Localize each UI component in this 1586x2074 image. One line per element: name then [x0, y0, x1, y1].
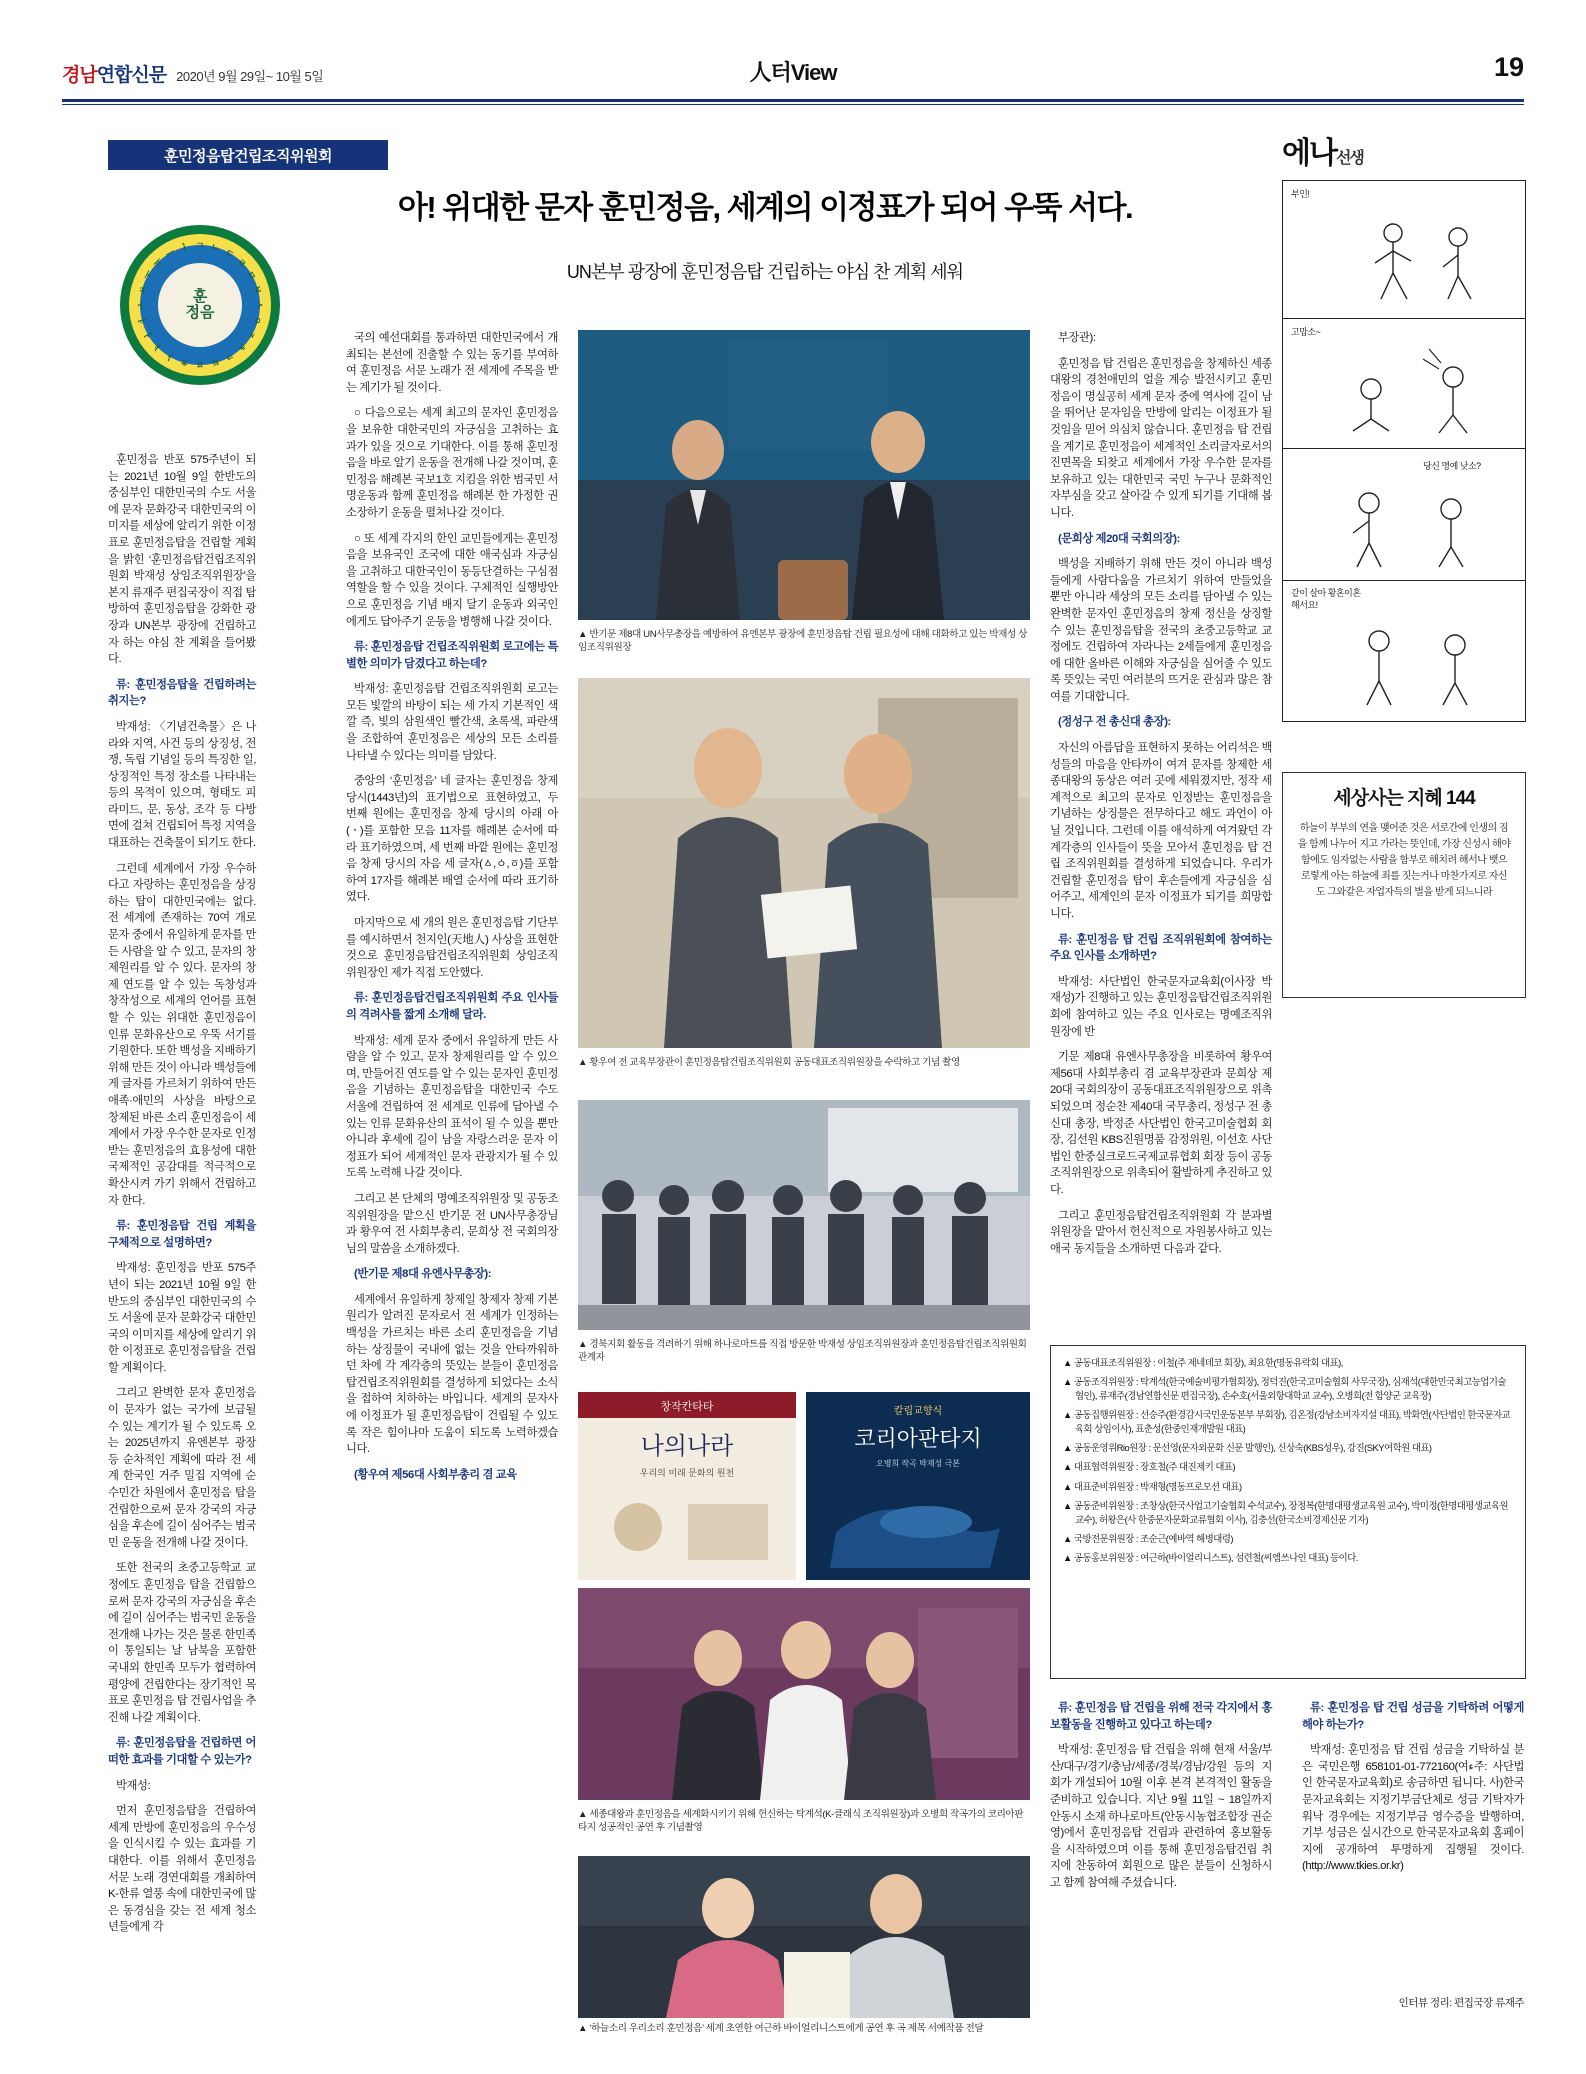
article-paragraph: 먼저 훈민정음탑을 건립하여 세계 만방에 훈민정음의 우수성을 인식시킬 수 있는 효과를 기대한다. 이를 위해서 훈민정음 서문 노래 경연대회를 개최하여 K-한류 열풍 속에 대한민국에 많은 동경심을 갖는 전 세계 청소년들에게 각	[108, 1805, 256, 1934]
cartoon-title-sub: 선생	[1335, 150, 1363, 167]
section-tag: 훈민정음탑건립조직위원회	[108, 140, 388, 170]
cartoon-panel-1-art	[1283, 181, 1525, 319]
article-paragraph: 훈민정음 반포 575주년이 되는 2021년 10월 9일 한반도의 중심부인 대한민국의 수도 서울에 문자 문화강국 대한민국의 이미지를 세상에 알리기 위한 이정표로 훈민정음탑을 건립할 계획을 밝힌 ‘훈민정음탑건립조직위원회 박재성 상임조직위원장’을 본지 류재주 편집국장이 직접 탐방하여 훈민정음탑을 강화한 광장과 UN본부 광장에 건립하고자 하는 야심 찬 계획을 들어봤다.	[108, 454, 256, 666]
photo-group-hanaro	[578, 1100, 1030, 1330]
article-paragraph: 부장관):	[1058, 332, 1096, 344]
bottom-qa-left	[1050, 1700, 1272, 1901]
emblem-center-top: 훈	[192, 288, 208, 306]
svg-text:나의나라: 나의나라	[640, 1433, 734, 1460]
masthead	[0, 0, 1586, 118]
emblem-ring-char: ㅑ	[151, 340, 165, 354]
photo-hwang-woo-yea	[578, 678, 1030, 1048]
wisdom-body: 하늘이 부부의 연을 맺어준 것은 서로간에 인생의 짐을 함께 나누어 지고 가라는 뜻인데, 가장 신성시 해야 함에도 임자없는 사람을 함부로 해치려 해서나 뱃으로렇게 아는 하늘에 죄를 짓는거나 마찬가지로 자신도 그와같은 자업자득의 벌을 받게 되느니라	[1297, 823, 1511, 898]
emblem-ring-char: ㅓ	[141, 328, 155, 342]
svg-text:창작칸타타: 창작칸타타	[660, 1401, 714, 1413]
emblem-ring-char: ㅂ	[251, 284, 264, 296]
emblem-center-bottom: 정음	[185, 304, 215, 321]
emblem-ring-char: ㅁ	[245, 268, 259, 282]
committee-line: ▲ 국방전문위원장 : 조순근(예바역 해병대령)	[1063, 1533, 1234, 1545]
page-title: 아! 위대한 문자 훈민정음, 세계의 이정표가 되어 우뚝 서다.	[397, 190, 1133, 225]
photo-2-caption: ▲ 황우여 전 교육부장관이 훈민정음탑건립조직위원회 공동대표조직위원장을 수락하고 기념 촬영	[578, 1057, 960, 1068]
article-paragraph: 박재성:	[116, 1779, 151, 1792]
cartoon-panel-3-art	[1283, 449, 1525, 581]
photo-1-caption: ▲ 반기문 제8대 UN사무총장을 예방하여 유엔본부 광장에 훈민정음탑 건립 필요성에 대해 대화하고 있는 박재성 상임조직위원장	[578, 629, 1027, 653]
emblem-ring-char: ㅌ	[209, 356, 221, 369]
emblem-ring-char: ㄱ	[195, 240, 205, 251]
emblem-ring-char: ㅡ	[163, 246, 177, 260]
cartoon-panel-4-caption: 같이 살아 황혼이혼 해서요!	[1291, 588, 1361, 610]
emblem-ring-char: ㅜ	[141, 268, 155, 282]
article-question: 류: 훈민정음탑 건립조직위원회 로고에는 특별한 의미가 담겼다고 하는데?	[346, 641, 558, 670]
cartoon-panel-3-caption: 당신 명예 낮소?	[1423, 461, 1481, 471]
wisdom-box	[1282, 772, 1526, 998]
bottom-qa-left-question: 류: 훈민정음 탑 건립을 위해 전국 각지에서 홍보활동을 진행하고 있다고 하는데?	[1050, 1702, 1272, 1731]
cartoon-panel-2-caption: 고맙소~	[1291, 327, 1321, 337]
emblem-ring-char: ㅈ	[245, 328, 259, 342]
article-paragraph: 마지막으로 세 개의 원은 훈민정음탑 기단부를 예시하면서 천지인(天地人) 사상을 표현한 것으로 훈민정음탑건립조직위원회 상임조직위원장인 제가 직접 도안했다.	[346, 917, 558, 979]
byline: 인터뷰 정리: 편집국장 류재주	[1398, 1997, 1524, 2009]
article-question: 류: 훈민정음탑을 건립하면 어떠한 효과를 기대할 수 있는가?	[108, 1737, 256, 1766]
svg-text:오병희 작곡 박재성 극본: 오병희 작곡 박재성 극본	[876, 1459, 960, 1468]
committee-line: ▲ 대표협력위원장 : 장호철(주 대진제키 대표)	[1063, 1461, 1236, 1473]
bottom-qa-right-answer: 박재성: 훈민정음 탑 건립 성금을 기탁하실 분은 국민은행 658101-01-772160(여ء주: 사단법인 한국문자교육회)로 송금하면 됩니다. 사)한국문자교육회는 지정기부금단체로 성금 기탁자가 워낙 경우에는 지정기부금 영수증을 발행하며, 기부 성금은 실시간으로 한국문자교육회 홈페이지에 공개하여 투명하게 집행될 것이다. (http://www.tkies.or.kr)	[1302, 1744, 1524, 1873]
article-paragraph: 박재성: 〈기념건축물〉은 나라와 지역, 사건 등의 상징성, 전쟁, 독립 기념일 등의 특징한 일, 상징적인 특정 장소를 나타내는 등의 목적이 있으며, 형태도 피라미드, 문, 동상, 조각 등 다방면에 걸쳐 건립되어 특정 지역을 대표하는 건축물이 되기도 한다.	[108, 720, 256, 850]
committee-line: ▲ 공동조직위원장 : 탁계석(한국예술비평가협회장), 정덕진(한국고미술협회 사무국장), 심재석(대한민국최고능업기술협인), 류재주(경남연합신문 편집국장), 손수호(서울외항대학교 교수), 오병희(전 함양군 교육장)	[1063, 1376, 1506, 1401]
article-paragraph: 박재성: 훈민정음 반포 575주년이 되는 2021년 10월 9일 한반도의 중심부인 대한민국의 수도 서울에 문자 문화강국 대한민국의 이미지를 세상에 알리기 위한 이정표로 훈민정음탑을 건립할 계획이다.	[108, 1262, 256, 1374]
wisdom-title: 세상사는 지혜 144	[1333, 788, 1475, 809]
poster-naui-nara	[578, 1392, 796, 1580]
committee-line: ▲ 공동대표조직위원장 : 이철(주 제네데코 회장), 최요한(명동유락회 대표),	[1063, 1357, 1343, 1368]
article-paragraph: 그런데 세계에서 가장 우수하다고 자랑하는 훈민정음을 상징하는 탑이 대한민국에는 없다. 전 세계에 존재하는 70여 개로 문자 중에서 유일하게 문자를 만든 사람을 알 수 있고, 문자의 창제원리를 알 수 있다. 문자의 창제 연도를 알 수 있는 독창성과 창작성으로 세계의 언어를 표현할 수 있는 위대한 훈민정음이 인류 문화유산으로 우뚝 서기를 기원한다. 또한 백성을 지배하기 위해 만든 것이 아니라 백성들에게 글자를 가르쳐기 위하여 만든 애족·애민의 사상을 바탕으로 창제된 바른 소리 훈민정음이 세계에서 가장 우수한 문자로 인정받는 훈민정음의 효용성에 대한 국제적인 공감대를 적극적으로 확산시켜 가기 위해서 건립하고자 한다.	[108, 862, 256, 1207]
cartoon-title	[1282, 128, 1524, 176]
committee-line: ▲ 공동준비위원장 : 조창상(한국사업고기술협회 수석교수), 장정복(한명대평생교육원 교수), 박미정(한명대평생교육원 교수), 허왕은(사 한중문자문화교류협회 이사), 김충선(한국소비경제신문 기자)	[1063, 1500, 1509, 1525]
photo-5-caption: ▲ ‘하늘소리 우리소리 훈민정음’ 세계 초연한 여근하 바이얼리니스트에게 공연 후 곡 제목 서예작품 전달	[578, 2023, 984, 2034]
emblem-ring-char: ㅛ	[136, 284, 149, 296]
article-question: 류: 훈민정음탑 건립 계획을 구체적으로 설명하면?	[108, 1220, 256, 1249]
committee-line: ▲ 공동운영위Rio원장 : 문선영(문자외문화 신문 발행인), 신상숙(KBS성우), 강진(SKY여학원 대표)	[1063, 1442, 1432, 1454]
header-rule-thin	[62, 104, 1524, 105]
article-question: (황우여 제56대 사회부총리 겸 교육	[354, 1468, 517, 1481]
article-column-1	[108, 452, 256, 2032]
article-paragraph: 국의 예선대회를 통과하면 대한민국에서 개최되는 본선에 진출할 수 있는 동기를 부여하여 훈민정음 서문 노래가 전 세계에 주목을 받는 계기가 될 것이다.	[346, 332, 558, 394]
article-question: (정성구 전 총신대 총장):	[1058, 716, 1171, 729]
photo-3-caption: ▲ 경북지회 활동을 격려하기 위해 하나로마트를 직접 방문한 박재성 상임조직위원장과 훈민정음탑건립조직위원회 관계자	[578, 1339, 1027, 1363]
emblem-ring-char: ㅇ	[251, 314, 264, 326]
article-paragraph: ○ 다음으로는 세계 최고의 문자인 훈민정음을 보유한 대한국민의 자긍심을 고취하는 효과가 있을 것으로 기대한다. 이를 통해 훈민정음을 바로 알기 운동을 전개해 나갈 것이며, 훈민정음 해례본 국보1호 지킴을 위한 범국민 서명운동과 함께 훈민정음 해례본 한 가정한 권 소장하기 운동을 펼쳐나갈 것이다.	[346, 407, 558, 519]
header-rule	[62, 99, 1524, 102]
photo-korea-fantasy-group	[578, 1588, 1030, 1800]
article-question: (문희상 제20대 국회의장):	[1058, 532, 1180, 545]
emblem-ring-char: ㅅ	[254, 300, 265, 310]
emblem-ring-char: ㅏ	[163, 350, 177, 364]
svg-text:우리의 미래 문화의 원천: 우리의 미래 문화의 원천	[639, 1468, 735, 1478]
emblem-ring-char: ㅣ	[179, 241, 191, 254]
article-column-4	[1050, 330, 1272, 1330]
emblem-ring-char: ㅠ	[151, 256, 165, 270]
emblem-ring-char: ㅗ	[135, 300, 146, 310]
page-number: 19	[1493, 52, 1524, 82]
bottom-qa-left-answer: 박재성: 훈민정음 탑 건립을 위해 현재 서울/부산/대구/경기/충남/세종/경북/경남/강원 등의 지회가 개설되어 10월 이후 본격 본격적인 활동을 준비하고 있습니다. 지난 9월 11일 ~ 18일까지 안동시 소재 하나로마트(안동시농협조합장 권순영)에서 훈민정음탑 건립과 관련하여 홍보활동을 시작하였으며 이를 통해 훈민정음탑건립 취지에 찬동하여 회원으로 많은 분들이 신청하시고 함께 참여해 주셨습니다.	[1050, 1744, 1272, 1889]
emblem-ring-char: ㄴ	[209, 241, 221, 254]
article-paragraph: 그리고 완벽한 문자 훈민정음이 문자가 없는 국가에 보급될 수 있는 계기가 될 수 있도록 오는 2025년까지 유엔본부 광장 등 순차적인 계획에 따라 전 세계 한국인 거주 밀집 지역에 순수민간 차원에서 훈민정음 탑을 건립한으로써 문자 강국의 자긍심을 후손에 길이 심어주는 범국민 운동을 전개해 나갈 것이다.	[108, 1387, 256, 1549]
article-question: 류: 훈민정음탑을 건립하려는 취지는?	[108, 678, 256, 708]
article-paragraph: 자신의 아름답을 표현하지 못하는 어리석은 백성들의 마음을 안타까이 여겨 문자를 창제한 세종대왕의 동상은 여러 곳에 세워졌지만, 정작 세계적으로 최고의 문자로 인정받는 훈민정음을 기념하는 상징물은 전무하다고 해도 과언이 아닐 것입니다. 그런데 이를 애석하게 여겨왔던 각계각층의 인사들이 뜻을 모아서 훈민정음 탑 건립 조직위원회를 결성하게 되었습니다. 우리가 건립할 훈민정음 탑이 후손들에게 자긍심을 심어주고, 세계인의 문자 이정표가 되기를 희망합니다.	[1050, 742, 1272, 920]
bottom-qa-right	[1302, 1700, 1524, 1884]
cartoon-panel-1-caption: 부인!	[1291, 189, 1310, 199]
emblem-ring-char: ㄷ	[223, 246, 237, 260]
bottom-qa-right-question: 류: 훈민정음 탑 건립 성금을 기탁하려 어떻게 해야 하는가?	[1302, 1702, 1524, 1731]
article-paragraph: 세계에서 유일하게 창제일 창제자 창제 기본 원리가 알려진 문자로서 전 세계가 인정하는 백성을 가르치는 바른 소리 훈민정음을 기념하는 상징물이 국내에 없는 것을 안타까워하던 차에 각 계각층의 뜻있는 분들이 훈민정음탑건립조직위원회를 결성하게 되었다는 소식을 접하여 치하하는 바입니다. 세계의 문자사에 이정표가 될 훈민정음탑이 건립될 수 있도록 작은 힘이나마 도움이 되도록 노력하겠습니다.	[346, 1293, 558, 1456]
article-paragraph: 백성을 지배하기 위해 만든 것이 아니라 백성들에게 사람다움을 가르치기 위하여 만들었을 뿐만 아니라 세상의 모든 소리를 담아낼 수 있는 완벽한 문자인 훈민정음의 창제 정신을 상징할 수 있는 훈민정음탑을 전국의 초중고등학교 교정에도 건립하여 자라나는 2세들에게 훈민정음에 대한 올바른 이해와 자긍심을 심어줄 수 있도록 뜻있는 국민 여러분의 뜨거운 관심과 많은 참여를 기대합니다.	[1050, 558, 1272, 703]
poster-korea-fantasy	[806, 1392, 1030, 1580]
article-paragraph: 그리고 훈민정음탑건립조직위원회 각 분과별 위원장을 맡아서 헌신적으로 자원봉사하고 있는 애국 동지들을 소개하면 다음과 같다.	[1050, 1209, 1272, 1255]
article-paragraph: 중앙의 ‘훈민정음’ 네 글자는 훈민정음 창제 당시(1443년)의 표기법으로 표현하였고, 두 번째 원에는 훈민정음 창제 당시의 아래 아(ㆍ)를 포함한 모음 11자를 해례본 순서에 따라 표기하였으며, 세 번째 바깥 원에는 훈민정음 창제 당시의 자음 세 글자(ㅿ,ㆁ,ㆆ)를 포함하여 17자를 해례본 배열 순서에 따라 표기하였다.	[346, 775, 558, 904]
committee-line: ▲ 공동집행위원장 : 선승주(환경감시국민운동본부 부회장), 김온정(강남소비자지설 대표), 박화연(사단법인 한국문자교육회 상임이사), 표춘성(한중인재개발원 대표)	[1063, 1409, 1511, 1434]
page-subtitle: UN본부 광장에 훈민정음탑 건립하는 야심 찬 계획 세워	[566, 262, 964, 282]
cartoon-panel-4	[1282, 580, 1526, 722]
emblem-ring-char: ㅍ	[195, 359, 205, 370]
committee-box	[1050, 1345, 1526, 1679]
newspaper-logo-suffix: 연합신문	[96, 65, 167, 86]
article-question: 류: 훈민정음탑건립조직위원회 주요 인사들의 격려사를 짧게 소개해 달라.	[346, 992, 558, 1021]
organization-emblem	[120, 225, 280, 385]
emblem-ring-char: ㅕ	[136, 314, 149, 326]
cartoon-title-main: 에나	[1282, 137, 1336, 170]
cartoon-strip	[1282, 128, 1524, 748]
photo-ban-ki-moon	[578, 330, 1030, 620]
emblem-ring-char: ㄹ	[235, 256, 249, 270]
svg-text:칼립교향식: 칼립교향식	[893, 1406, 943, 1417]
article-paragraph: 훈민정음 탑 건립은 훈민정음을 창제하신 세종대왕의 경천애민의 얼을 계승 발전시키고 훈민정음이 명실공히 세계 문자 중에 역사에 길이 남을 뛰어난 문자임을 만방에 알리는 이정표가 될 것임을 믿어 의심치 않습니다. 훈민정음 탑 건립을 계기로 훈민정음이 세계적인 소리글자로서의 진면목을 되찾고 세계에서 가장 우수한 문자를 보유하고 있는 대한민국 국민 누구나 문화적인 자부심을 갖고 살아갈 수 있게 되기를 기대해 봅니다.	[1050, 357, 1272, 519]
committee-line: ▲ 대표준비위원장 : 박재형(명동프로모션 대표)	[1063, 1480, 1242, 1492]
article-paragraph: 박재성: 훈민정음탑 건립조직위원회 로고는 모든 빛깔의 바탕이 되는 세 가지 기본적인 색깔 즉, 빛의 삼원색인 빨간색, 초록색, 파란색을 조합하여 훈민정음은 세상의 모든 소리를 나타낼 수 있다는 의미를 담았다.	[346, 683, 558, 762]
issue-date: 2020년 9월 29일~ 10월 5일	[176, 69, 324, 84]
article-question: (반기문 제8대 유엔사무총장):	[354, 1268, 492, 1281]
article-paragraph: 박재성: 사단법인 한국문자교육회(이사장 박재성)가 진행하고 있는 훈민정음탑건립조직위원회에 참여하고 있는 주요 인사로는 명예조직위원장에 반	[1050, 975, 1272, 1038]
article-paragraph: 박재성: 세계 문자 중에서 유일하게 만든 사람을 알 수 있고, 문자 창제원리를 알 수 있으며, 만들어진 연도를 알 수 있는 문자인 훈민정음을 기념하는 훈민정음탑을 대한민국 수도 서울에 건립하여 전 세계로 인류에 답아낼 수 있는 인류 문화유산의 표석이 될 수 있을 뿐만 아니라 후세에 길이 남을 자랑스러운 문자 이정표가 되어 세계적인 문자 관광지가 될 수 있도록 노력해 나갈 것이다.	[346, 1034, 558, 1180]
article-column-2	[346, 330, 558, 2030]
article-paragraph: 기문 제8대 유엔사무총장을 비롯하여 황우여 제56대 사회부총리 겸 교육부장관과 문희상 제20대 국회의장이 공동대표조직위원장으로 위촉되었으며 정순찬 제40대 국무총리, 정성구 전 총신대 총장, 박정준 사단법인 한국고미술협회 회장, 김선원 KBS진원명품 감정위원, 이선호 사단법인 한중실크로드국제교류협회 회장 등이 공동조직위원장으로 위촉되어 활발하게 추진하고 있다.	[1050, 1051, 1272, 1196]
cartoon-panel-2	[1282, 318, 1526, 450]
emblem-ring-char: ㅎ	[179, 356, 191, 369]
svg-text:코리아판타지: 코리아판타지	[854, 1426, 982, 1451]
article-question: 류: 훈민정음 탑 건립 조직위원회에 참여하는 주요 인사를 소개하면?	[1050, 933, 1272, 963]
section-title: 人터View	[749, 60, 837, 85]
emblem-ring-char: ㅊ	[235, 340, 249, 354]
committee-line: ▲ 공동홍보위원장 : 여근하(바이얼리니스트), 섬련철(씨엠쓰나인 대표) 등이다.	[1063, 1552, 1358, 1564]
newspaper-logo-prefix: 경남	[62, 65, 97, 86]
article-paragraph: 또한 전국의 초중고등학교 교정에도 훈민정음 탑을 건립함으로써 문자 강국의 자긍심을 후손에 길이 심어주는 범국민 운동을 전개해 나가는 것은 물론 한민족이 통일되는 날 남북을 포함한 국내외 한민족 모두가 협력하여 평양에 건립한다는 장기적인 목표로 훈민정음 탑 건립사업을 추진해 나갈 계획이다.	[108, 1562, 256, 1724]
photo-4-caption: ▲ 세종대왕과 훈민정음을 세계화시키기 위해 헌신하는 탁계석(K-클래식 조직위원장)과 오병희 작곡가의 코리아판타지 성공적인 공연 후 기념촬영	[578, 1809, 1024, 1833]
cartoon-panel-4-art	[1283, 581, 1525, 721]
cartoon-panel-3	[1282, 448, 1526, 582]
article-paragraph: 그리고 본 단체의 명예조직위원장 및 공동조직위원장을 맡으신 반기문 전 UN사무총장님과 황우여 전 사회부총리, 문희상 전 국회의장님의 말씀을 소개하겠다.	[346, 1192, 558, 1255]
cartoon-panel-1	[1282, 180, 1526, 320]
article-paragraph: ○ 또 세계 각지의 한인 교민들에게는 훈민정음을 보유국인 조국에 대한 애국심과 자긍심을 고취하고 대한국인이 동등단결하는 구심점 역할을 할 수 있을 것이다. 구체적인 실행방안으로 훈민정음 기념 배지 달기 운동과 외국인에게도 답아주기 운동을 병행해 나갈 것이다.	[346, 532, 558, 628]
cartoon-panel-2-art	[1283, 319, 1525, 449]
photo-violinist	[578, 1856, 1030, 2018]
emblem-ring-char: ㅋ	[223, 350, 237, 364]
